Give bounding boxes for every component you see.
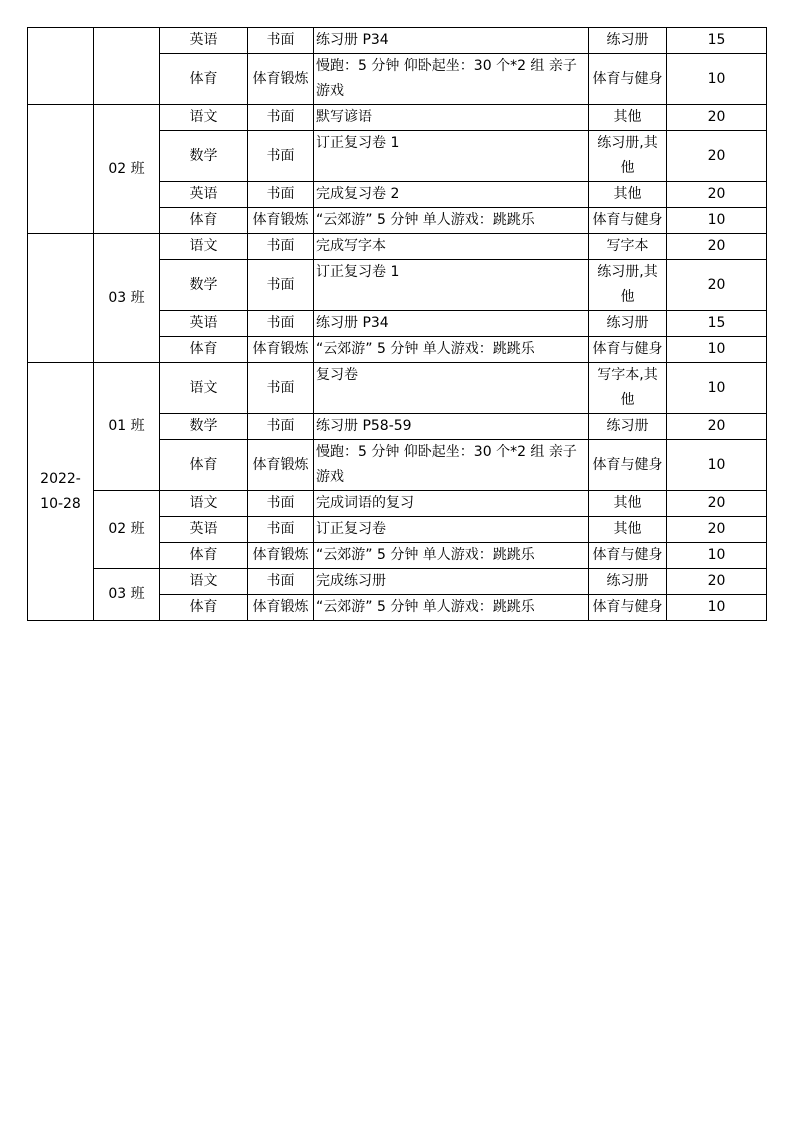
material-cell: 写字本,其他 — [589, 363, 667, 414]
type-cell: 书面 — [248, 517, 314, 543]
minutes-cell: 20 — [667, 260, 767, 311]
minutes-cell: 20 — [667, 234, 767, 260]
subject-cell: 数学 — [160, 131, 248, 182]
class-cell: 02 班 — [94, 491, 160, 569]
type-cell: 体育锻炼 — [248, 595, 314, 621]
material-cell: 练习册 — [589, 569, 667, 595]
subject-cell: 体育 — [160, 543, 248, 569]
type-cell: 书面 — [248, 105, 314, 131]
content-cell: “云郊游” 5 分钟 单人游戏：跳跳乐 — [314, 543, 589, 569]
type-cell: 书面 — [248, 491, 314, 517]
material-cell: 其他 — [589, 182, 667, 208]
material-cell: 体育与健身 — [589, 543, 667, 569]
type-cell: 书面 — [248, 569, 314, 595]
subject-cell: 英语 — [160, 28, 248, 54]
type-cell: 书面 — [248, 311, 314, 337]
material-cell: 练习册,其他 — [589, 260, 667, 311]
subject-cell: 体育 — [160, 440, 248, 491]
class-cell: 01 班 — [94, 363, 160, 491]
type-cell: 体育锻炼 — [248, 440, 314, 491]
minutes-cell: 10 — [667, 337, 767, 363]
minutes-cell: 10 — [667, 363, 767, 414]
material-cell: 练习册 — [589, 414, 667, 440]
minutes-cell: 10 — [667, 543, 767, 569]
subject-cell: 体育 — [160, 337, 248, 363]
minutes-cell: 20 — [667, 517, 767, 543]
content-cell: 慢跑：5 分钟 仰卧起坐：30 个*2 组 亲子游戏 — [314, 54, 589, 105]
homework-table — [27, 27, 767, 621]
material-cell: 体育与健身 — [589, 440, 667, 491]
table-row — [28, 363, 767, 414]
material-cell: 练习册 — [589, 28, 667, 54]
minutes-cell: 20 — [667, 569, 767, 595]
subject-cell: 数学 — [160, 260, 248, 311]
material-cell: 体育与健身 — [589, 595, 667, 621]
subject-cell: 数学 — [160, 414, 248, 440]
content-cell: 订正复习卷 1 — [314, 260, 589, 311]
content-cell: 复习卷 — [314, 363, 589, 414]
type-cell: 体育锻炼 — [248, 208, 314, 234]
class-cell: 03 班 — [94, 234, 160, 363]
subject-cell: 语文 — [160, 491, 248, 517]
date-cell — [28, 105, 94, 234]
material-cell: 练习册,其他 — [589, 131, 667, 182]
minutes-cell: 10 — [667, 54, 767, 105]
date-cell — [28, 234, 94, 363]
date-cell: 2022-10-28 — [28, 363, 94, 621]
material-cell: 练习册 — [589, 311, 667, 337]
material-cell: 体育与健身 — [589, 208, 667, 234]
type-cell: 书面 — [248, 414, 314, 440]
class-cell: 02 班 — [94, 105, 160, 234]
material-cell: 其他 — [589, 517, 667, 543]
minutes-cell: 20 — [667, 131, 767, 182]
subject-cell: 语文 — [160, 363, 248, 414]
content-cell: “云郊游” 5 分钟 单人游戏：跳跳乐 — [314, 595, 589, 621]
subject-cell: 体育 — [160, 208, 248, 234]
content-cell: 订正复习卷 — [314, 517, 589, 543]
subject-cell: 英语 — [160, 182, 248, 208]
type-cell: 书面 — [248, 131, 314, 182]
table-row — [28, 491, 767, 517]
table-row — [28, 28, 767, 54]
type-cell: 书面 — [248, 234, 314, 260]
content-cell: 练习册 P34 — [314, 28, 589, 54]
minutes-cell: 15 — [667, 311, 767, 337]
content-cell: 完成写字本 — [314, 234, 589, 260]
minutes-cell: 20 — [667, 414, 767, 440]
date-cell — [28, 28, 94, 105]
subject-cell: 体育 — [160, 54, 248, 105]
minutes-cell: 15 — [667, 28, 767, 54]
content-cell: 完成练习册 — [314, 569, 589, 595]
subject-cell: 英语 — [160, 311, 248, 337]
content-cell: 完成复习卷 2 — [314, 182, 589, 208]
content-cell: 练习册 P34 — [314, 311, 589, 337]
minutes-cell: 20 — [667, 105, 767, 131]
type-cell: 书面 — [248, 363, 314, 414]
content-cell: 练习册 P58-59 — [314, 414, 589, 440]
type-cell: 体育锻炼 — [248, 54, 314, 105]
material-cell: 体育与健身 — [589, 54, 667, 105]
class-cell: 03 班 — [94, 569, 160, 621]
subject-cell: 语文 — [160, 234, 248, 260]
minutes-cell: 10 — [667, 595, 767, 621]
material-cell: 其他 — [589, 105, 667, 131]
type-cell: 书面 — [248, 182, 314, 208]
type-cell: 书面 — [248, 260, 314, 311]
minutes-cell: 20 — [667, 491, 767, 517]
minutes-cell: 10 — [667, 440, 767, 491]
content-cell: 完成词语的复习 — [314, 491, 589, 517]
material-cell: 其他 — [589, 491, 667, 517]
minutes-cell: 10 — [667, 208, 767, 234]
subject-cell: 语文 — [160, 569, 248, 595]
table-row — [28, 105, 767, 131]
table-row — [28, 569, 767, 595]
content-cell: 慢跑：5 分钟 仰卧起坐：30 个*2 组 亲子游戏 — [314, 440, 589, 491]
material-cell: 写字本 — [589, 234, 667, 260]
minutes-cell: 20 — [667, 182, 767, 208]
subject-cell: 语文 — [160, 105, 248, 131]
table-row — [28, 234, 767, 260]
subject-cell: 英语 — [160, 517, 248, 543]
type-cell: 体育锻炼 — [248, 543, 314, 569]
class-cell — [94, 28, 160, 105]
content-cell: 订正复习卷 1 — [314, 131, 589, 182]
subject-cell: 体育 — [160, 595, 248, 621]
type-cell: 体育锻炼 — [248, 337, 314, 363]
type-cell: 书面 — [248, 28, 314, 54]
content-cell: “云郊游” 5 分钟 单人游戏：跳跳乐 — [314, 208, 589, 234]
content-cell: 默写谚语 — [314, 105, 589, 131]
material-cell: 体育与健身 — [589, 337, 667, 363]
content-cell: “云郊游” 5 分钟 单人游戏：跳跳乐 — [314, 337, 589, 363]
